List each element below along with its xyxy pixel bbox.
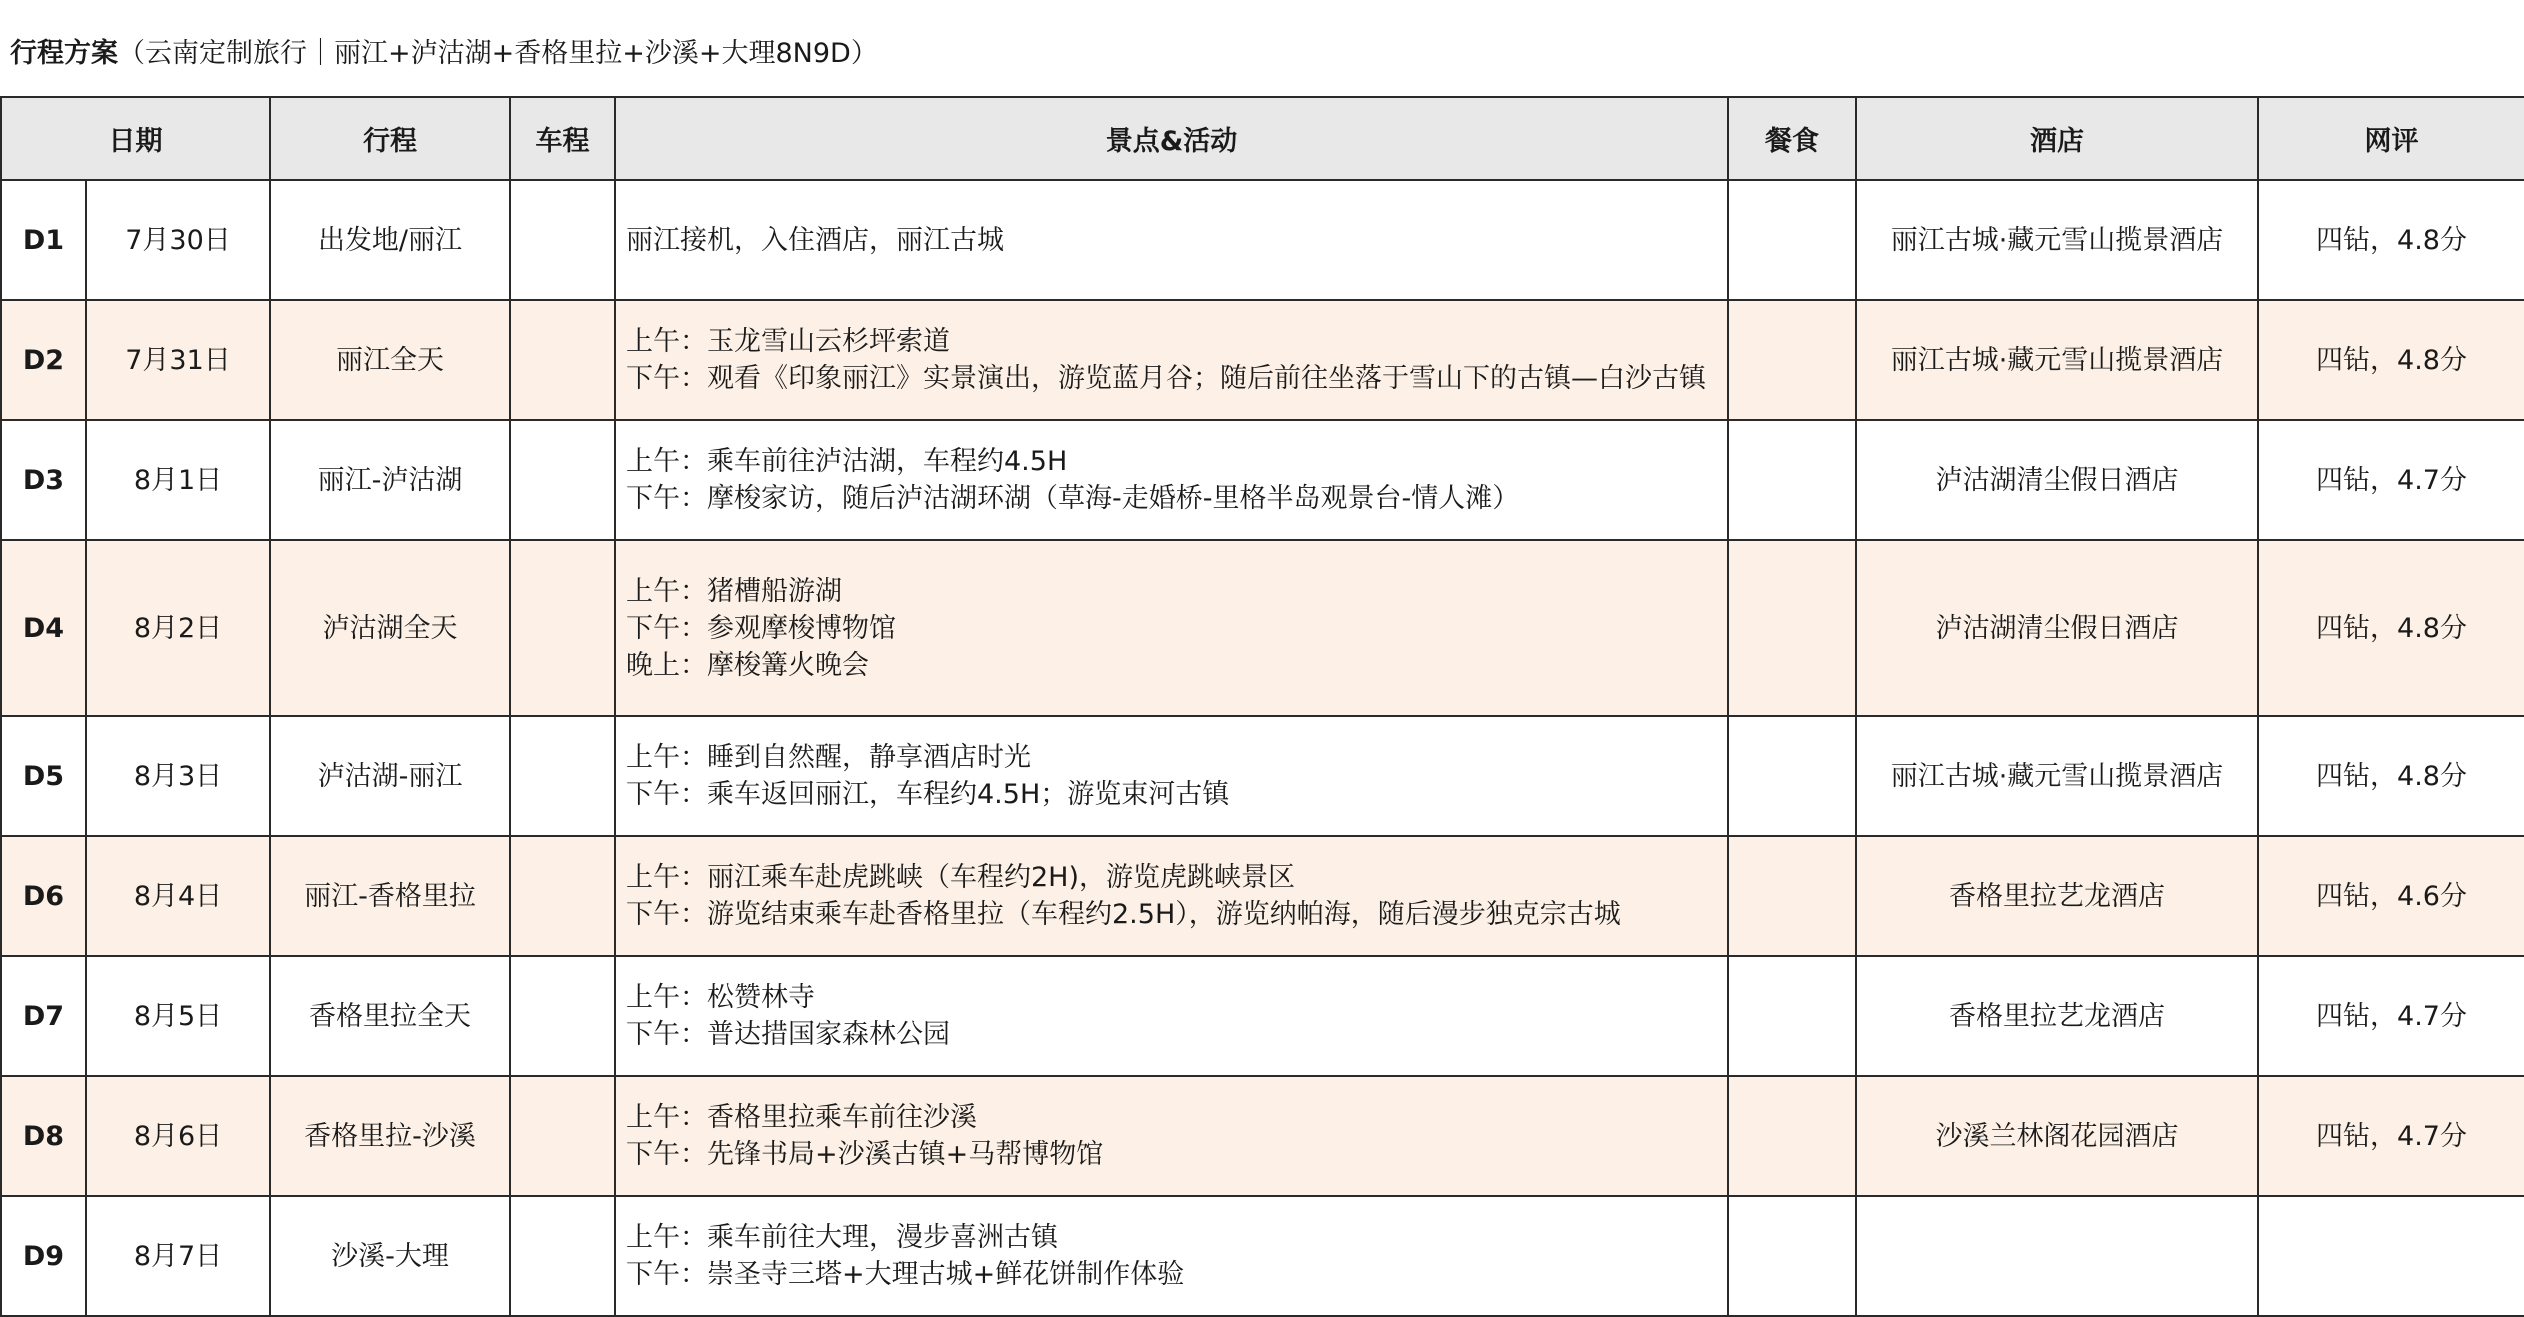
table-row — [1, 1196, 2524, 1316]
meals-cell — [1728, 836, 1856, 956]
day-cell: D1 — [1, 180, 86, 300]
activity-line: 下午：先锋书局+沙溪古镇+马帮博物馆 — [626, 1139, 1104, 1170]
header-date: 日期 — [1, 97, 270, 180]
hotel-cell: 香格里拉艺龙酒店 — [1856, 956, 2258, 1076]
route-cell: 泸沽湖全天 — [270, 540, 510, 716]
header-rating: 网评 — [2258, 97, 2524, 180]
drive-cell — [510, 1076, 615, 1196]
day-cell: D4 — [1, 540, 86, 716]
activity-line: 下午：崇圣寺三塔+大理古城+鲜花饼制作体验 — [626, 1259, 1185, 1290]
date-cell: 8月7日 — [86, 1196, 270, 1316]
activities-cell — [615, 836, 1728, 956]
date-cell: 8月3日 — [86, 716, 270, 836]
table-row — [1, 180, 2524, 300]
header-hotel: 酒店 — [1856, 97, 2258, 180]
activity-line: 晚上：摩梭篝火晚会 — [626, 649, 869, 681]
date-cell: 7月31日 — [86, 300, 270, 420]
day-cell: D7 — [1, 956, 86, 1076]
route-cell: 沙溪-大理 — [270, 1196, 510, 1316]
hotel-cell: 丽江古城·藏元雪山揽景酒店 — [1856, 716, 2258, 836]
activity-line: 上午：松赞林寺 — [626, 982, 815, 1013]
drive-cell — [510, 836, 615, 956]
activities-cell — [615, 1076, 1728, 1196]
activities-cell — [615, 540, 1728, 716]
meals-cell — [1728, 1076, 1856, 1196]
route-cell: 泸沽湖-丽江 — [270, 716, 510, 836]
day-cell: D3 — [1, 420, 86, 540]
meals-cell — [1728, 540, 1856, 716]
hotel-cell: 泸沽湖清尘假日酒店 — [1856, 540, 2258, 716]
drive-cell — [510, 716, 615, 836]
day-cell: D6 — [1, 836, 86, 956]
drive-cell — [510, 300, 615, 420]
activity-line: 下午：参观摩梭博物馆 — [626, 612, 896, 644]
meals-cell — [1728, 956, 1856, 1076]
table-header-row — [1, 97, 2524, 180]
hotel-cell — [1856, 1196, 2258, 1316]
activities-cell — [615, 956, 1728, 1076]
activity-line: 下午：摩梭家访，随后泸沽湖环湖（草海-走婚桥-里格半岛观景台-情人滩） — [626, 483, 1520, 514]
activity-line: 上午：乘车前往泸沽湖，车程约4.5H — [626, 446, 1068, 477]
route-cell: 丽江-泸沽湖 — [270, 420, 510, 540]
table-row — [1, 1076, 2524, 1196]
drive-cell — [510, 1196, 615, 1316]
date-cell: 8月1日 — [86, 420, 270, 540]
activities-cell — [615, 180, 1728, 300]
itinerary-table — [0, 96, 2524, 1317]
page-title — [10, 26, 878, 74]
route-cell: 丽江-香格里拉 — [270, 836, 510, 956]
table-row — [1, 300, 2524, 420]
header-activities: 景点&活动 — [615, 97, 1728, 180]
rating-cell: 四钻，4.8分 — [2258, 716, 2524, 836]
activity-line: 下午：游览结束乘车赴香格里拉（车程约2.5H），游览纳帕海，随后漫步独克宗古城 — [626, 899, 1621, 930]
table-row — [1, 540, 2524, 716]
activity-line: 上午：睡到自然醒，静享酒店时光 — [626, 742, 1031, 773]
drive-cell — [510, 540, 615, 716]
meals-cell — [1728, 420, 1856, 540]
rating-cell — [2258, 1196, 2524, 1316]
day-cell: D9 — [1, 1196, 86, 1316]
activities-cell — [615, 1196, 1728, 1316]
drive-cell — [510, 180, 615, 300]
day-cell: D2 — [1, 300, 86, 420]
table-row — [1, 420, 2524, 540]
rating-cell: 四钻，4.7分 — [2258, 420, 2524, 540]
route-cell: 香格里拉-沙溪 — [270, 1076, 510, 1196]
header-route: 行程 — [270, 97, 510, 180]
drive-cell — [510, 956, 615, 1076]
rating-cell: 四钻，4.7分 — [2258, 956, 2524, 1076]
activity-line: 下午：普达措国家森林公园 — [626, 1019, 950, 1050]
rating-cell: 四钻，4.8分 — [2258, 540, 2524, 716]
route-cell: 出发地/丽江 — [270, 180, 510, 300]
title-subtitle: （云南定制旅行｜丽江+泸沽湖+香格里拉+沙溪+大理8N9D） — [118, 37, 878, 69]
date-cell: 8月6日 — [86, 1076, 270, 1196]
activity-line: 上午：猪槽船游湖 — [626, 575, 842, 607]
hotel-cell: 香格里拉艺龙酒店 — [1856, 836, 2258, 956]
table-row — [1, 836, 2524, 956]
meals-cell — [1728, 300, 1856, 420]
activities-cell — [615, 716, 1728, 836]
date-cell: 8月4日 — [86, 836, 270, 956]
title-main: 行程方案 — [10, 37, 118, 69]
route-cell: 香格里拉全天 — [270, 956, 510, 1076]
activity-line: 下午：观看《印象丽江》实景演出，游览蓝月谷；随后前往坐落于雪山下的古镇—白沙古镇 — [626, 363, 1706, 394]
rating-cell: 四钻，4.7分 — [2258, 1076, 2524, 1196]
hotel-cell: 丽江古城·藏元雪山揽景酒店 — [1856, 300, 2258, 420]
rating-cell: 四钻，4.8分 — [2258, 180, 2524, 300]
header-drive: 车程 — [510, 97, 615, 180]
day-cell: D5 — [1, 716, 86, 836]
hotel-cell: 丽江古城·藏元雪山揽景酒店 — [1856, 180, 2258, 300]
activity-line: 上午：香格里拉乘车前往沙溪 — [626, 1102, 977, 1133]
date-cell: 7月30日 — [86, 180, 270, 300]
route-cell: 丽江全天 — [270, 300, 510, 420]
meals-cell — [1728, 716, 1856, 836]
table-row — [1, 716, 2524, 836]
day-cell: D8 — [1, 1076, 86, 1196]
drive-cell — [510, 420, 615, 540]
table-row — [1, 956, 2524, 1076]
rating-cell: 四钻，4.6分 — [2258, 836, 2524, 956]
activities-cell — [615, 300, 1728, 420]
meals-cell — [1728, 1196, 1856, 1316]
activity-line: 下午：乘车返回丽江，车程约4.5H；游览束河古镇 — [626, 779, 1230, 810]
activity-line: 上午：乘车前往大理，漫步喜洲古镇 — [626, 1222, 1058, 1253]
activity-line: 上午：丽江乘车赴虎跳峡（车程约2H)，游览虎跳峡景区 — [626, 862, 1296, 893]
activity-line: 丽江接机，入住酒店，丽江古城 — [626, 224, 1004, 256]
header-meals: 餐食 — [1728, 97, 1856, 180]
hotel-cell: 沙溪兰林阁花园酒店 — [1856, 1076, 2258, 1196]
activity-line: 上午：玉龙雪山云杉坪索道 — [626, 326, 950, 357]
hotel-cell: 泸沽湖清尘假日酒店 — [1856, 420, 2258, 540]
rating-cell: 四钻，4.8分 — [2258, 300, 2524, 420]
activities-cell — [615, 420, 1728, 540]
date-cell: 8月5日 — [86, 956, 270, 1076]
meals-cell — [1728, 180, 1856, 300]
date-cell: 8月2日 — [86, 540, 270, 716]
